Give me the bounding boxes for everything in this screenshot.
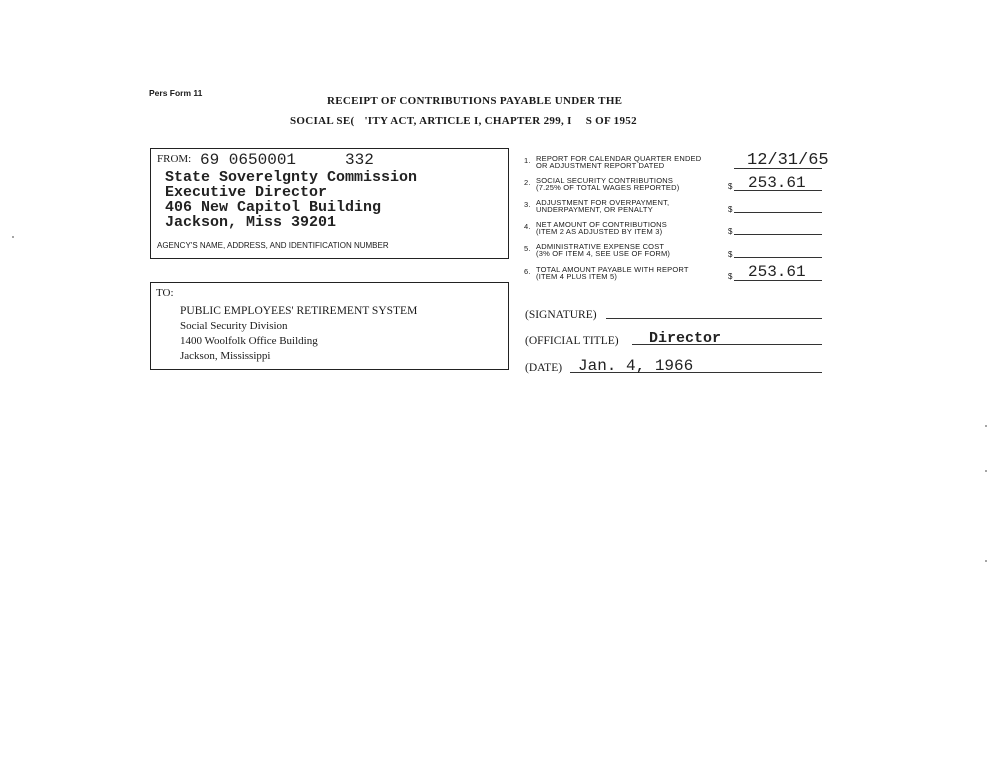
title-part-b: 'ITY ACT, ARTICLE I, CHAPTER 299, I [364,115,572,127]
item-5-line [734,257,822,258]
item-4-label1: NET AMOUNT OF CONTRIBUTIONS [536,220,667,229]
item-5-dollar: $ [728,250,733,259]
item-2-dollar: $ [728,182,733,191]
item-6-label2: (ITEM 4 PLUS ITEM 5) [536,272,618,281]
to-line2: Social Security Division [180,320,288,332]
signature-line [606,318,822,319]
item-1-label1: REPORT FOR CALENDAR QUARTER ENDED [536,154,702,163]
agency-name: State Soverelgnty Commission [165,169,418,186]
official-title-value: Director [649,330,722,347]
item-5-label1: ADMINISTRATIVE EXPENSE COST [536,242,665,251]
item-2-num: 2. [524,178,531,187]
item-4-dollar: $ [728,227,733,236]
signature-label: (SIGNATURE) [525,309,597,321]
item-3-label2: UNDERPAYMENT, OR PENALTY [536,205,653,214]
item-2-line [734,190,822,191]
official-title-label: (OFFICIAL TITLE) [525,335,619,347]
scan-speck [985,425,987,427]
date-value: Jan. 4, 1966 [578,357,694,375]
form-title-line2 [290,115,637,127]
item-2-label1: SOCIAL SECURITY CONTRIBUTIONS [536,176,674,185]
agency-contact: Executive Director [165,184,328,201]
agency-id-number: 69 0650001 [200,151,297,169]
item-4-line [734,234,822,235]
scan-speck [985,470,987,472]
item-3-line [734,212,822,213]
scan-speck [985,560,987,562]
from-label: FROM: [157,153,192,165]
item-5-label2: (3% OF ITEM 4, SEE USE OF FORM) [536,249,671,258]
item-6-line [734,280,822,281]
item-6-label1: TOTAL AMOUNT PAYABLE WITH REPORT [536,265,689,274]
item-1-num: 1. [524,156,531,165]
scan-speck [12,236,14,238]
item-4-label2: (ITEM 2 AS ADJUSTED BY ITEM 3) [536,227,663,236]
to-line1: PUBLIC EMPLOYEES' RETIREMENT SYSTEM [180,305,418,317]
item-1-line [734,168,822,169]
item-6-value: 253.61 [748,263,806,281]
item-4-num: 4. [524,222,531,231]
to-line3: 1400 Woolfolk Office Building [180,335,318,347]
item-5-num: 5. [524,244,531,253]
agency-id-suffix: 332 [345,151,374,169]
item-1-value: 12/31/65 [747,151,829,170]
agency-street: 406 New Capitol Building [165,199,382,216]
title-part-a: SOCIAL SE( [290,115,355,127]
item-2-label2: (7.25% OF TOTAL WAGES REPORTED) [536,183,680,192]
to-label: TO: [156,287,174,299]
form-number: Pers Form 11 [149,88,203,98]
item-3-num: 3. [524,200,531,209]
from-caption: AGENCY'S NAME, ADDRESS, AND IDENTIFICATION NUMBER [157,241,389,250]
item-2-value: 253.61 [748,174,806,192]
item-3-label1: ADJUSTMENT FOR OVERPAYMENT, [536,198,670,207]
item-3-dollar: $ [728,205,733,214]
item-6-dollar: $ [728,272,733,281]
to-line4: Jackson, Mississippi [180,350,271,362]
agency-city: Jackson, Miss 39201 [165,214,337,231]
date-label: (DATE) [525,362,563,374]
item-6-num: 6. [524,267,531,276]
title-part-c: S OF 1952 [585,115,637,127]
form-title-line1: RECEIPT OF CONTRIBUTIONS PAYABLE UNDER THE [327,95,623,107]
item-1-label2: OR ADJUSTMENT REPORT DATED [536,161,665,170]
